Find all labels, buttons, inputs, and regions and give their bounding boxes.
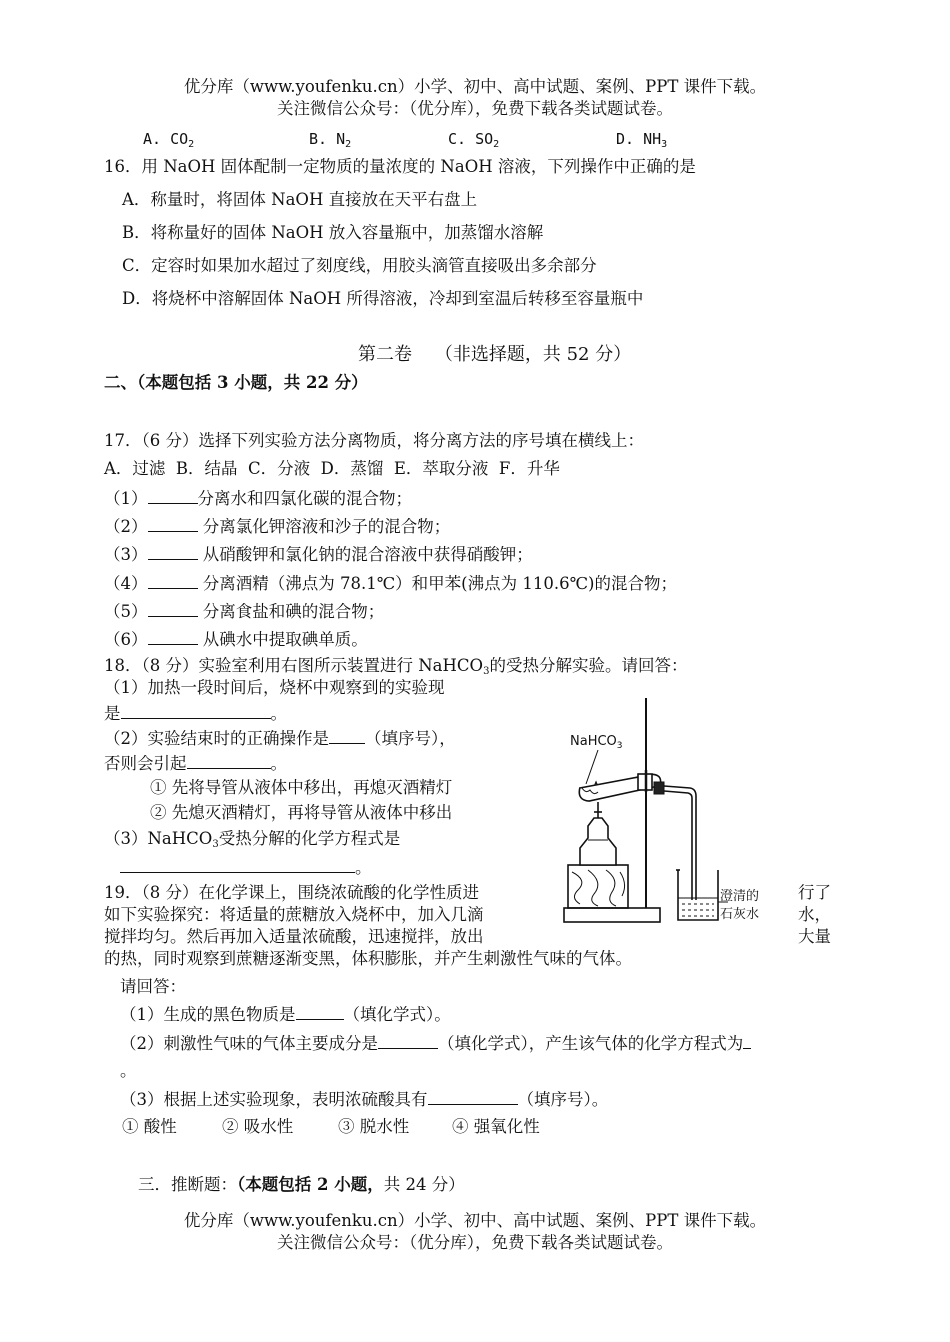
apparatus-drawing [558,690,798,928]
q19-choice-3: ③ 脱水性 [338,1117,410,1136]
q15-option-d: D. $NH_3$ [616,130,668,150]
part3-heading: 三．推断题：（本题包括 2 小题，共 24 分） [138,1175,465,1194]
q18-part3-line1: （3）NaHCO$_3$受热分解的化学方程式是 [104,829,401,850]
q19-line-4: 的热，同时观察到蔗糖逐渐变黑，体积膨胀，并产生刺激性气味的气体。 [104,949,632,968]
q17-stem: 17．（6 分）选择下列实验方法分离物质，将分离方法的序号填在横线上： [104,431,644,450]
limewater-label: 澄清的 石灰水 [720,889,760,922]
answer-blank[interactable] [148,487,198,504]
q19-choice-2: ② 吸水性 [222,1117,294,1136]
answer-blank[interactable] [329,727,365,744]
q18-part1-line1: （1）加热一段时间后，烧杯中观察到的实验现 [104,678,445,697]
header-line-2: 关注微信公众号：（优分库），免费下载各类试题试卷。 [277,99,673,118]
footer-line-2: 关注微信公众号：（优分库），免费下载各类试题试卷。 [277,1233,673,1252]
q19-subq-2-end: 。 [120,1061,137,1080]
q19-line-3-right: 大量 [798,927,831,946]
q17-item-2: （2） 分离氯化钾溶液和沙子的混合物； [104,517,451,536]
q18-part1-line2: 是 。 [104,704,287,723]
answer-blank[interactable] [378,1032,438,1049]
answer-blank[interactable] [148,628,198,645]
answer-blank[interactable] [296,1003,344,1020]
q16-option-c: C．定容时如果加水超过了刻度线，用胶头滴管直接吸出多余部分 [122,256,597,275]
answer-blank[interactable] [120,856,355,873]
q17-item-4: （4） 分离酒精（沸点为 78.1℃）和甲苯(沸点为 110.6℃)的混合物； [104,574,677,593]
q15-option-c: C. $SO_2$ [448,130,500,150]
q18-option-2: ② 先熄灭酒精灯，再将导管从液体中移出 [150,803,453,822]
q17-item-5: （5） 分离食盐和碘的混合物； [104,602,385,621]
footer-line-1: 优分库（www.youfenku.cn）小学、初中、高中试题、案例、PPT 课件下载。 [183,1211,767,1230]
q19-subq-3: （3）根据上述实验现象，表明浓硫酸具有 （填序号）。 [120,1090,609,1109]
q16-stem: 16．用 NaOH 固体配制一定物质的量浓度的 NaOH 溶液，下列操作中正确的是 [104,157,696,176]
q16-option-d: D．将烧杯中溶解固体 NaOH 所得溶液，冷却到室温后转移至容量瓶中 [122,289,644,308]
q19-line-2: 如下实验探究：将适量的蔗糖放入烧杯中，加入几滴 [104,905,484,924]
q18-part2-line2: 否则会引起 。 [104,754,287,773]
beaker [678,870,718,920]
q19-ask: 请回答： [120,977,186,996]
q19-subq-1: （1）生成的黑色物质是 （填化学式）。 [120,1005,451,1024]
q17-item-3: （3） 从硝酸钾和氯化钠的混合溶液中获得硝酸钾； [104,545,533,564]
q19-line-1-right: 行了 [798,883,831,902]
answer-blank[interactable] [743,1032,751,1049]
q18-stem: 18．（8 分）实验室利用右图所示装置进行 NaHCO$_3$的受热分解实验。请回答： [104,656,688,677]
answer-blank[interactable] [148,572,198,589]
apparatus-figure [558,690,798,928]
alcohol-lamp [580,818,616,865]
q18-part2-line1: （2）实验结束时的正确操作是 （填序号）， [104,729,456,748]
q19-choice-4: ④ 强氧化性 [452,1117,540,1136]
q19-line-2-right: 水， [798,905,831,924]
stand-base [564,908,660,922]
part2-title: 第二卷 （非选择题，共 52 分） [358,344,632,365]
answer-blank[interactable] [148,600,198,617]
answer-blank[interactable] [148,543,198,560]
q18-part3-line2: 。 [120,856,372,879]
part2-section-heading: 二、（本题包括 3 小题，共 22 分） [104,373,368,392]
answer-blank[interactable] [148,515,198,532]
q18-option-1: ① 先将导管从液体中移出，再熄灭酒精灯 [150,778,453,797]
answer-blank[interactable] [187,752,271,769]
q16-option-a: A．称量时，将固体 NaOH 直接放在天平右盘上 [122,190,478,209]
q17-item-6: （6） 从碘水中提取碘单质。 [104,630,368,649]
q17-item-1: （1） 分离水和四氯化碳的混合物； [104,489,412,508]
nahco3-label: NaHCO$_3$ [570,734,623,751]
q19-line-3: 搅拌均匀。然后再加入适量浓硫酸，迅速搅拌，放出 [104,927,484,946]
q17-methods: A．过滤 B．结晶 C．分液 D．蒸馏 E．萃取分液 F．升华 [104,459,560,478]
header-line-1: 优分库（www.youfenku.cn）小学、初中、高中试题、案例、PPT 课件下载。 [183,77,767,96]
answer-blank[interactable] [428,1088,518,1105]
q16-option-b: B．将称量好的固体 NaOH 放入容量瓶中，加蒸馏水溶解 [122,223,544,242]
q15-option-b: B. $N_2$ [309,130,352,150]
answer-blank[interactable] [121,702,271,719]
q19-choice-1: ① 酸性 [122,1117,177,1136]
q15-option-a: A. $CO_2$ [143,130,195,150]
q19-subq-2: （2）刺激性气味的气体主要成分是 （填化学式），产生该气体的化学方程式为 [120,1032,751,1055]
q19-line-1: 19．（8 分）在化学课上，围绕浓硫酸的化学性质进 [104,883,479,902]
